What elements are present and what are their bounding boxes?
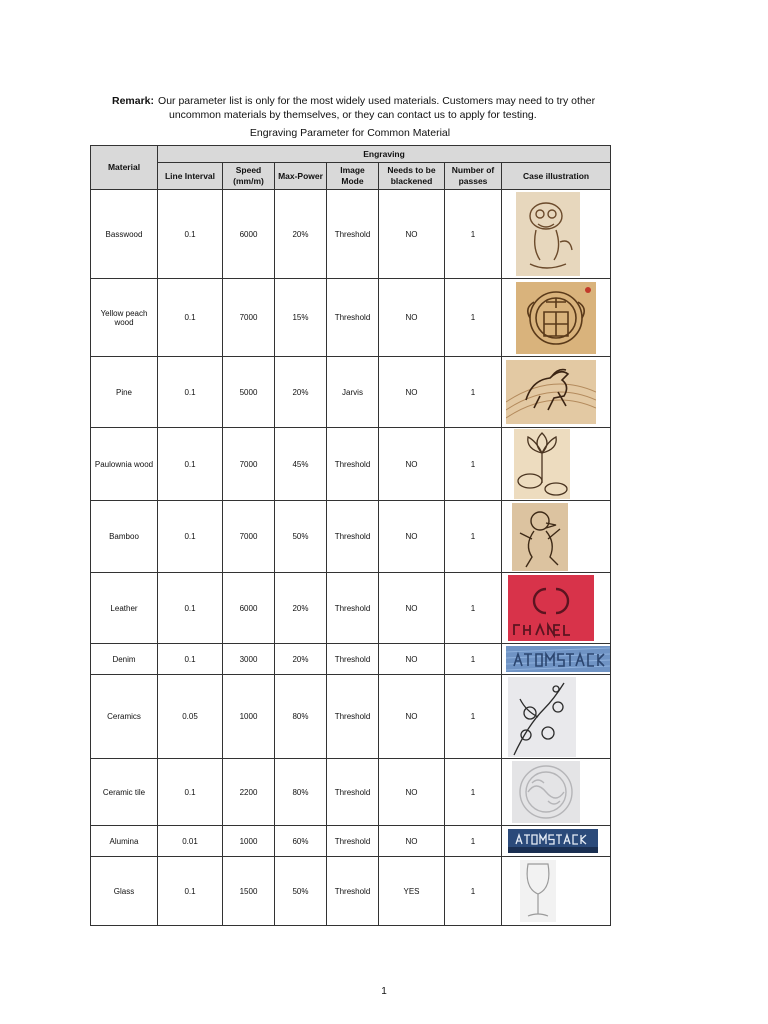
cell-speed: 1000	[223, 675, 275, 759]
cell-case-illustration	[502, 279, 611, 357]
cell-speed: 2200	[223, 759, 275, 826]
cell-speed: 7000	[223, 428, 275, 501]
cell-material: Basswood	[91, 190, 158, 279]
cell-blackened: YES	[379, 857, 445, 926]
cell-speed: 1500	[223, 857, 275, 926]
cell-max-power: 45%	[275, 428, 327, 501]
cell-max-power: 60%	[275, 826, 327, 857]
cell-case-illustration	[502, 826, 611, 857]
cell-speed: 3000	[223, 644, 275, 675]
red-leather-logo-icon	[508, 575, 594, 641]
cell-line-interval: 0.1	[158, 190, 223, 279]
remark-block	[0, 94, 768, 122]
cell-material: Ceramic tile	[91, 759, 158, 826]
header-material: Material	[91, 146, 158, 190]
engraving-parameter-table	[90, 145, 611, 926]
cartoon-duck-engraving-icon	[512, 503, 568, 571]
cell-case-illustration	[502, 573, 611, 644]
table-title: Engraving Parameter for Common Material	[249, 127, 451, 139]
header-line-interval: Line Interval	[158, 163, 223, 190]
cell-image-mode: Jarvis	[327, 357, 379, 428]
cell-case-illustration	[502, 644, 611, 675]
cell-passes: 1	[445, 357, 502, 428]
cell-case-illustration	[502, 759, 611, 826]
cell-passes: 1	[445, 190, 502, 279]
cell-image-mode: Threshold	[327, 857, 379, 926]
cell-blackened: NO	[379, 501, 445, 573]
remark-line-1	[0, 94, 768, 108]
cell-case-illustration	[502, 357, 611, 428]
wine-glass-icon	[520, 860, 556, 922]
fu-character-engraving-icon	[516, 282, 596, 354]
cell-max-power: 20%	[275, 190, 327, 279]
cell-material: Yellow peach wood	[91, 279, 158, 357]
denim-logo-icon	[506, 646, 610, 672]
cell-passes: 1	[445, 573, 502, 644]
cell-material: Glass	[91, 857, 158, 926]
table-row	[91, 644, 611, 675]
cell-max-power: 80%	[275, 759, 327, 826]
table-row	[91, 357, 611, 428]
cell-passes: 1	[445, 857, 502, 926]
cell-passes: 1	[445, 759, 502, 826]
cell-case-illustration	[502, 501, 611, 573]
cell-speed: 6000	[223, 573, 275, 644]
cell-line-interval: 0.1	[158, 279, 223, 357]
plum-blossom-engraving-icon	[508, 677, 576, 757]
cell-line-interval: 0.1	[158, 573, 223, 644]
cell-line-interval: 0.1	[158, 357, 223, 428]
remark-lead: Remark:	[112, 95, 155, 107]
cell-max-power: 20%	[275, 357, 327, 428]
remark-line-2: uncommon materials by themselves, or they can contact us to apply for testing.	[169, 109, 537, 121]
cell-material: Leather	[91, 573, 158, 644]
cell-image-mode: Threshold	[327, 501, 379, 573]
cell-material: Paulownia wood	[91, 428, 158, 501]
cell-passes: 1	[445, 675, 502, 759]
table-row	[91, 428, 611, 501]
cell-line-interval: 0.1	[158, 428, 223, 501]
cell-line-interval: 0.1	[158, 644, 223, 675]
header-passes: Number of passes	[445, 163, 502, 190]
cell-blackened: NO	[379, 573, 445, 644]
cell-line-interval: 0.1	[158, 759, 223, 826]
lotus-engraving-icon	[514, 429, 570, 499]
cell-case-illustration	[502, 428, 611, 501]
cell-max-power: 15%	[275, 279, 327, 357]
cell-max-power: 50%	[275, 501, 327, 573]
table-row	[91, 826, 611, 857]
cell-case-illustration	[502, 190, 611, 279]
cell-image-mode: Threshold	[327, 428, 379, 501]
cartoon-cat-engraving-icon	[516, 192, 580, 276]
cell-blackened: NO	[379, 190, 445, 279]
metal-logo-icon	[508, 829, 598, 853]
cell-max-power: 80%	[275, 675, 327, 759]
cell-blackened: NO	[379, 357, 445, 428]
page-number: 1	[381, 986, 387, 997]
cell-material: Denim	[91, 644, 158, 675]
cell-image-mode: Threshold	[327, 190, 379, 279]
cell-speed: 6000	[223, 190, 275, 279]
cell-case-illustration	[502, 857, 611, 926]
cell-image-mode: Threshold	[327, 826, 379, 857]
header-engraving-group: Engraving	[158, 146, 611, 163]
table-row	[91, 190, 611, 279]
table-row	[91, 573, 611, 644]
cell-passes: 1	[445, 644, 502, 675]
cell-case-illustration	[502, 675, 611, 759]
cell-material: Alumina	[91, 826, 158, 857]
cell-line-interval: 0.01	[158, 826, 223, 857]
cell-max-power: 20%	[275, 644, 327, 675]
remark-text-1: Our parameter list is only for the most widely used materials. Customers may need to try other	[158, 95, 596, 107]
cell-max-power: 20%	[275, 573, 327, 644]
cell-passes: 1	[445, 279, 502, 357]
header-image-mode: Image Mode	[327, 163, 379, 190]
cell-image-mode: Threshold	[327, 759, 379, 826]
cell-line-interval: 0.1	[158, 857, 223, 926]
cell-speed: 5000	[223, 357, 275, 428]
circular-pattern-engraving-icon	[512, 761, 580, 823]
header-speed: Speed (mm/m)	[223, 163, 275, 190]
cell-blackened: NO	[379, 644, 445, 675]
cell-material: Bamboo	[91, 501, 158, 573]
table-row	[91, 857, 611, 926]
header-max-power: Max-Power	[275, 163, 327, 190]
cell-speed: 7000	[223, 501, 275, 573]
table-row	[91, 759, 611, 826]
cell-image-mode: Threshold	[327, 644, 379, 675]
cell-passes: 1	[445, 428, 502, 501]
cell-image-mode: Threshold	[327, 573, 379, 644]
cell-blackened: NO	[379, 826, 445, 857]
cell-blackened: NO	[379, 759, 445, 826]
cell-line-interval: 0.1	[158, 501, 223, 573]
cell-blackened: NO	[379, 675, 445, 759]
table-row	[91, 279, 611, 357]
cell-material: Ceramics	[91, 675, 158, 759]
cell-blackened: NO	[379, 279, 445, 357]
header-case-illustration: Case illustration	[502, 163, 611, 190]
cell-passes: 1	[445, 826, 502, 857]
table-row	[91, 675, 611, 759]
horse-engraving-icon	[506, 360, 596, 424]
cell-image-mode: Threshold	[327, 675, 379, 759]
cell-line-interval: 0.05	[158, 675, 223, 759]
cell-passes: 1	[445, 501, 502, 573]
header-blackened: Needs to be blackened	[379, 163, 445, 190]
table-row	[91, 501, 611, 573]
cell-image-mode: Threshold	[327, 279, 379, 357]
cell-speed: 1000	[223, 826, 275, 857]
cell-max-power: 50%	[275, 857, 327, 926]
cell-blackened: NO	[379, 428, 445, 501]
cell-material: Pine	[91, 357, 158, 428]
cell-speed: 7000	[223, 279, 275, 357]
